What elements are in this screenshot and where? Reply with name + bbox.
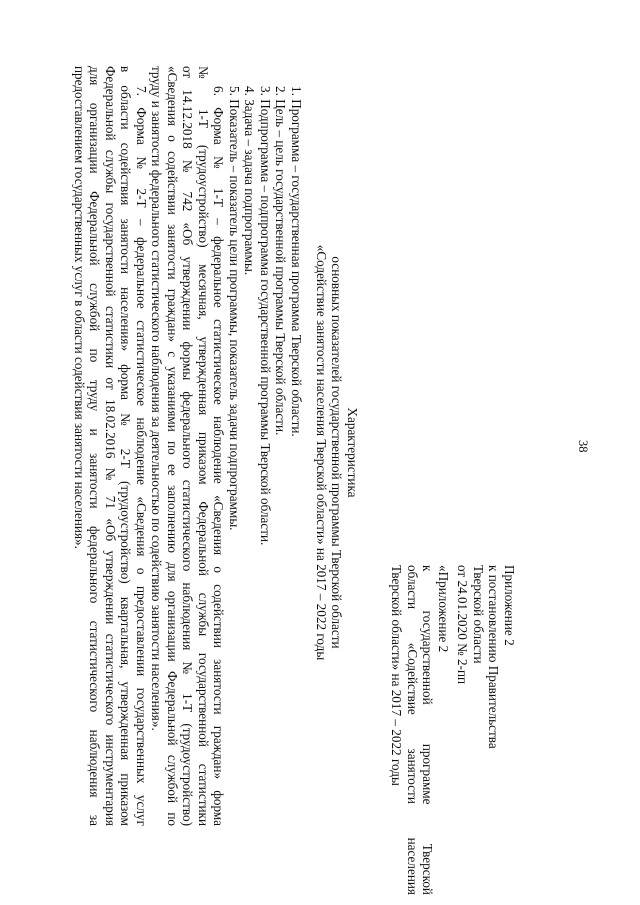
definition-line: труду и занятости федерального статистического наблюдения за деятельностью по содействию занятости населения». — [149, 66, 165, 731]
definition-line: «Сведения о содействии занятости граждан» с указаниями по ее заполнению для организации Федеральной службой по — [165, 66, 180, 826]
appendix2-line: Тверской области» на 2017 – 2022 годы — [389, 565, 405, 786]
definition-line: 5. Показатель – показатель цели программы, показатель задачи подпрограммы. — [227, 86, 242, 531]
title-line: основных показателей государственной программы Тверской области — [329, 256, 345, 649]
appendix-line: Тверской области — [471, 565, 486, 664]
appendix-line: от 24.01.2020 № 2-пп — [455, 565, 471, 685]
definition-line: от 14.12.2018 № 742 «Об утверждении формы федерального статистического наблюдения № 1-Т (трудоустройство) — [180, 66, 196, 826]
definition-line: 4. Задача – задача подпрограммы. — [242, 86, 258, 276]
appendix2-line: области «Содействие занятости населения — [405, 565, 420, 895]
definition-line: № 1-Т (трудоустройство) месячная, утвержденная приказом Федеральной службы государственной статистики — [196, 66, 211, 826]
appendix-line: Приложение 2 — [502, 565, 517, 646]
definition-line: Федеральной службы государственной статистики от 18.02.2016 № 71 «Об утверждении статистического инструментария — [103, 66, 118, 826]
definition-line: 3. Подпрограмма – подпрограмма государственной программы Тверской области. — [258, 86, 273, 546]
appendix-header — [455, 565, 517, 749]
definition-line: 7. Форма № 2-Т – федеральное статистическое наблюдение «Сведения о предоставлении государственных услуг — [134, 86, 149, 826]
definition-line: 6. Форма № 1-Т – федеральное статистическое наблюдение «Сведения о содействии занятости граждан» форма — [211, 86, 227, 826]
title-line: «Содействие занятости населения Тверской области» на 2017 – 2022 годы — [314, 244, 329, 661]
title-line: Характеристика — [345, 407, 360, 498]
document-title — [314, 0, 361, 905]
definition-line: предоставлением государственных услуг в области содействия занятости населения». — [72, 66, 87, 549]
appendix2-line: «Приложение 2 — [436, 565, 451, 653]
appendix-line: к постановлению Правительства — [486, 565, 502, 749]
definition-line: 2. Цель – цель государственной программы Тверской области. — [273, 86, 289, 436]
definition-line: 1. Программа – государственная программа Тверской области. — [289, 86, 304, 437]
appendix-program-header — [389, 565, 451, 895]
page-number: 38 — [576, 440, 590, 453]
appendix2-line: к государственной программе Тверской — [420, 565, 436, 895]
definition-line: в области содействия занятости населения» форма № 2-Т (трудоустройство) квартальная, утвержденная приказом — [118, 66, 134, 826]
definition-line: для организации Федеральной службой по труду и занятости федерального статистического наблюдения за — [87, 66, 103, 826]
definitions-list — [72, 66, 305, 826]
